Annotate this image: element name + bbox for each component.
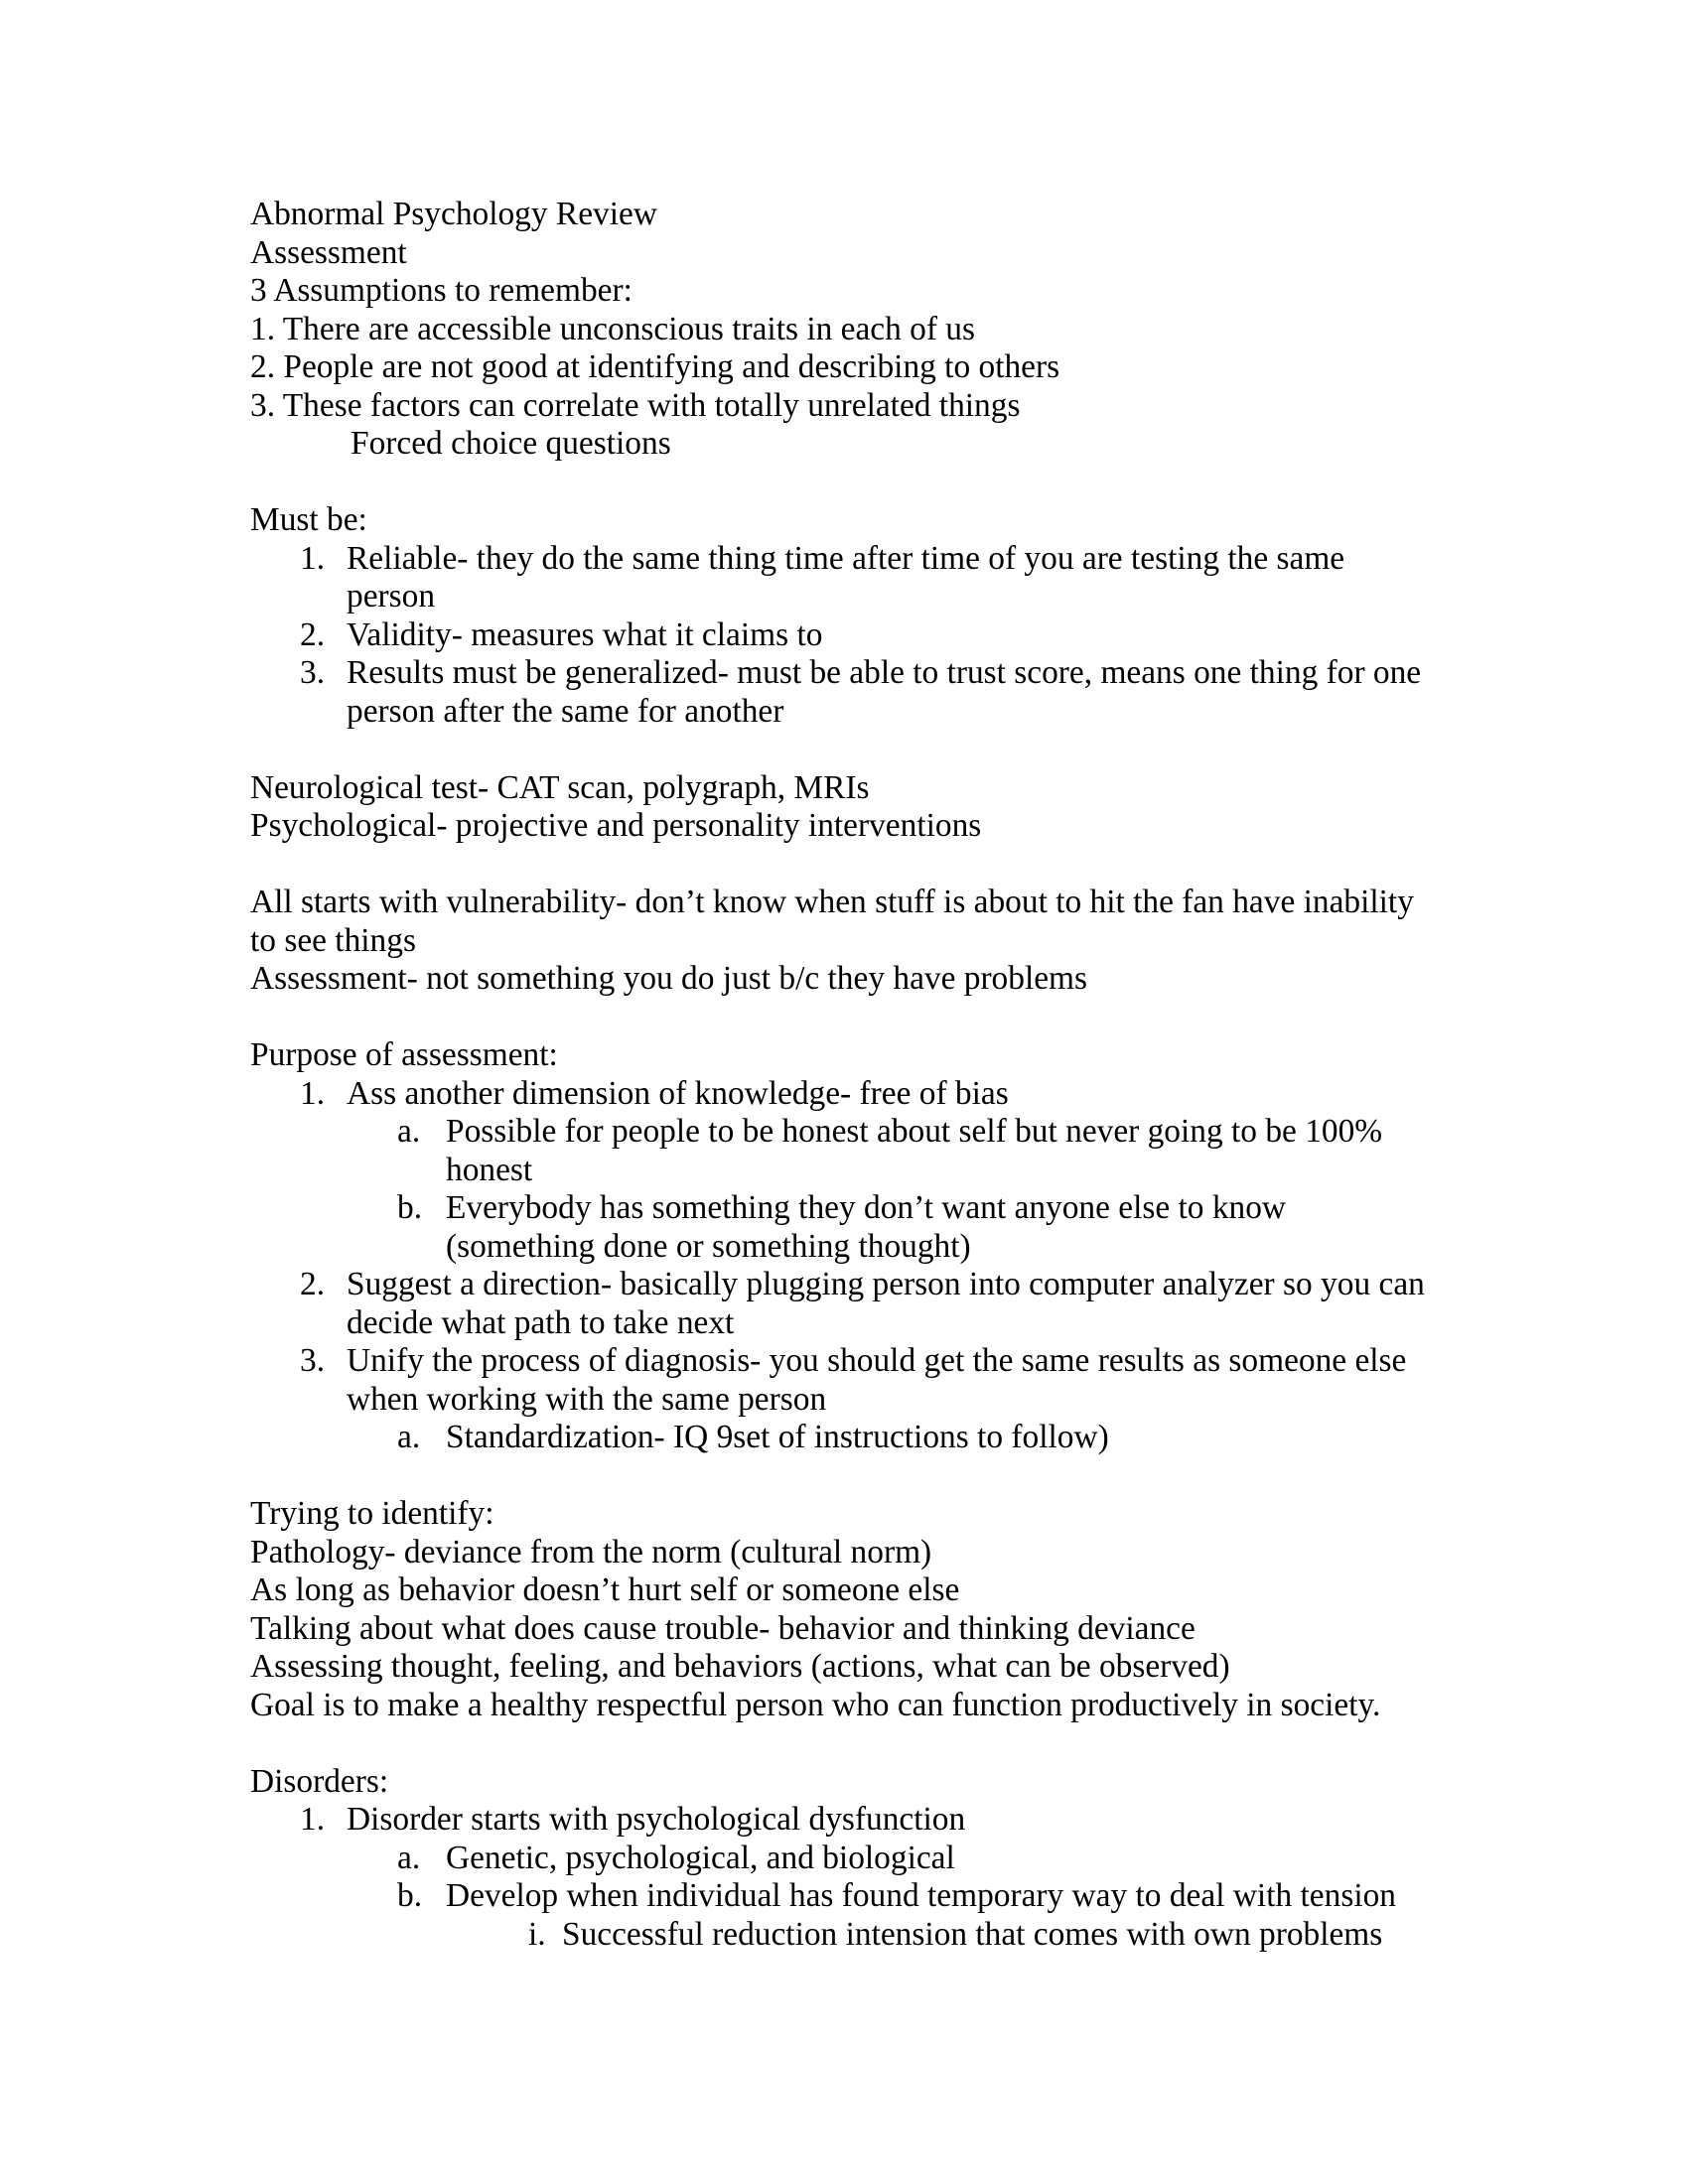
line-text: Validity- measures what it claims to: [347, 615, 823, 653]
line-text: Ass another dimension of knowledge- free of bias: [347, 1074, 1009, 1112]
list-item-line: [250, 1342, 1531, 1381]
line-text: to see things: [250, 921, 416, 959]
line-text: decide what path to take next: [347, 1303, 735, 1341]
document-line: [250, 807, 1531, 846]
document-line: [250, 501, 1531, 540]
document-line: [250, 578, 1531, 616]
line-text: Forced choice questions: [351, 425, 671, 462]
line-text: Disorders:: [250, 1762, 389, 1800]
line-text: honest: [446, 1151, 533, 1188]
document-line: [250, 1152, 1531, 1190]
list-marker: 3.: [300, 654, 326, 691]
document-line: [250, 272, 1531, 311]
list-marker: a.: [397, 1113, 421, 1150]
list-marker: 2.: [300, 615, 326, 653]
line-text: Results must be generalized- must be able to trust score, means one thing for one: [347, 654, 1422, 691]
document-line: [250, 769, 1531, 808]
document-line: [250, 1495, 1531, 1534]
line-text: 1. There are accessible unconscious traits in each of us: [250, 310, 975, 347]
document-line: [250, 1648, 1531, 1687]
document-line: [250, 1534, 1531, 1572]
line-text: Successful reduction intension that comes with own problems: [562, 1915, 1383, 1953]
document-line: [250, 1610, 1531, 1649]
line-text: Unify the process of diagnosis- you should get the same results as someone else: [347, 1342, 1407, 1379]
document-line: [250, 1036, 1531, 1075]
line-text: Psychological- projective and personality interventions: [250, 807, 982, 844]
list-item-line: [250, 1877, 1531, 1916]
blank-line: [250, 464, 1531, 502]
list-item-line: [250, 654, 1531, 693]
document-line: [250, 311, 1531, 349]
list-item-line: [250, 1189, 1531, 1228]
list-item-line: [250, 1840, 1531, 1878]
list-marker: 2.: [300, 1266, 326, 1302]
line-text: (something done or something thought): [446, 1227, 971, 1265]
line-text: person after the same for another: [347, 692, 784, 730]
list-marker: 1.: [300, 1801, 326, 1838]
line-text: Neurological test- CAT scan, polygraph, MRIs: [250, 768, 870, 806]
line-text: Must be:: [250, 501, 367, 538]
document-line: [250, 387, 1531, 426]
blank-line: [250, 731, 1531, 769]
line-text: 3 Assumptions to remember:: [250, 272, 633, 309]
blank-line: [250, 1724, 1531, 1763]
list-marker: a.: [397, 1839, 421, 1876]
line-text: Abnormal Psychology Review: [250, 196, 657, 232]
line-text: Reliable- they do the same thing time after time of you are testing the same: [347, 539, 1345, 577]
list-marker: b.: [397, 1877, 423, 1914]
document-line: [250, 1687, 1531, 1725]
list-item-line: [250, 1419, 1531, 1457]
line-text: Develop when individual has found temporary way to deal with tension: [446, 1877, 1396, 1914]
line-text: All starts with vulnerability- don’t know when stuff is about to hit the fan have inability: [250, 884, 1414, 920]
line-text: Purpose of assessment:: [250, 1036, 558, 1073]
blank-line: [250, 1457, 1531, 1496]
line-text: Standardization- IQ 9set of instructions to follow): [446, 1419, 1109, 1455]
list-item-line: [250, 1075, 1531, 1114]
line-text: Assessment: [250, 233, 407, 271]
list-item-line: [250, 540, 1531, 579]
document-line: [250, 1571, 1531, 1610]
line-text: 3. These factors can correlate with totally unrelated things: [250, 386, 1021, 424]
document-line: [250, 425, 1531, 464]
line-text: person: [347, 578, 436, 614]
line-text: Everybody has something they don’t want anyone else to know: [446, 1189, 1287, 1226]
list-item-line: [250, 1113, 1531, 1152]
document-line: [250, 1381, 1531, 1420]
list-marker: a.: [397, 1419, 421, 1455]
line-text: As long as behavior doesn’t hurt self or someone else: [250, 1571, 960, 1608]
document-body: [250, 196, 1531, 1954]
list-marker: 1.: [300, 539, 326, 577]
document-line: [250, 196, 1531, 234]
line-text: Genetic, psychological, and biological: [446, 1839, 955, 1876]
line-text: Talking about what does cause trouble- behavior and thinking deviance: [250, 1609, 1196, 1647]
line-text: Trying to identify:: [250, 1495, 494, 1532]
line-text: 2. People are not good at identifying and describing to others: [250, 348, 1060, 385]
list-marker: b.: [397, 1189, 423, 1226]
document-line: [250, 1228, 1531, 1267]
list-marker: 1.: [300, 1074, 326, 1112]
line-text: Assessment- not something you do just b/c they have problems: [250, 960, 1088, 997]
document-line: [250, 922, 1531, 961]
document-line: [250, 960, 1531, 999]
document-line: [250, 884, 1531, 922]
document-line: [250, 693, 1531, 732]
list-item-line: [250, 1801, 1531, 1840]
document-line: [250, 234, 1531, 273]
list-item-line: [250, 1266, 1531, 1304]
line-text: when working with the same person: [347, 1380, 827, 1418]
line-text: Pathology- deviance from the norm (cultural norm): [250, 1533, 932, 1570]
line-text: Goal is to make a healthy respectful person who can function productively in society.: [250, 1686, 1381, 1723]
list-marker: 3.: [300, 1342, 326, 1379]
line-text: Assessing thought, feeling, and behaviors (actions, what can be observed): [250, 1648, 1230, 1685]
line-text: Possible for people to be honest about self but never going to be 100%: [446, 1113, 1383, 1150]
line-text: Disorder starts with psychological dysfunction: [347, 1801, 966, 1838]
document-line: [250, 1763, 1531, 1802]
document-line: [250, 1304, 1531, 1343]
list-marker: i.: [528, 1915, 546, 1953]
line-text: Suggest a direction- basically plugging person into computer analyzer so you can: [347, 1266, 1425, 1302]
document-line: [250, 348, 1531, 387]
list-item-line: [250, 1916, 1531, 1955]
list-item-line: [250, 616, 1531, 655]
blank-line: [250, 846, 1531, 885]
blank-line: [250, 999, 1531, 1037]
